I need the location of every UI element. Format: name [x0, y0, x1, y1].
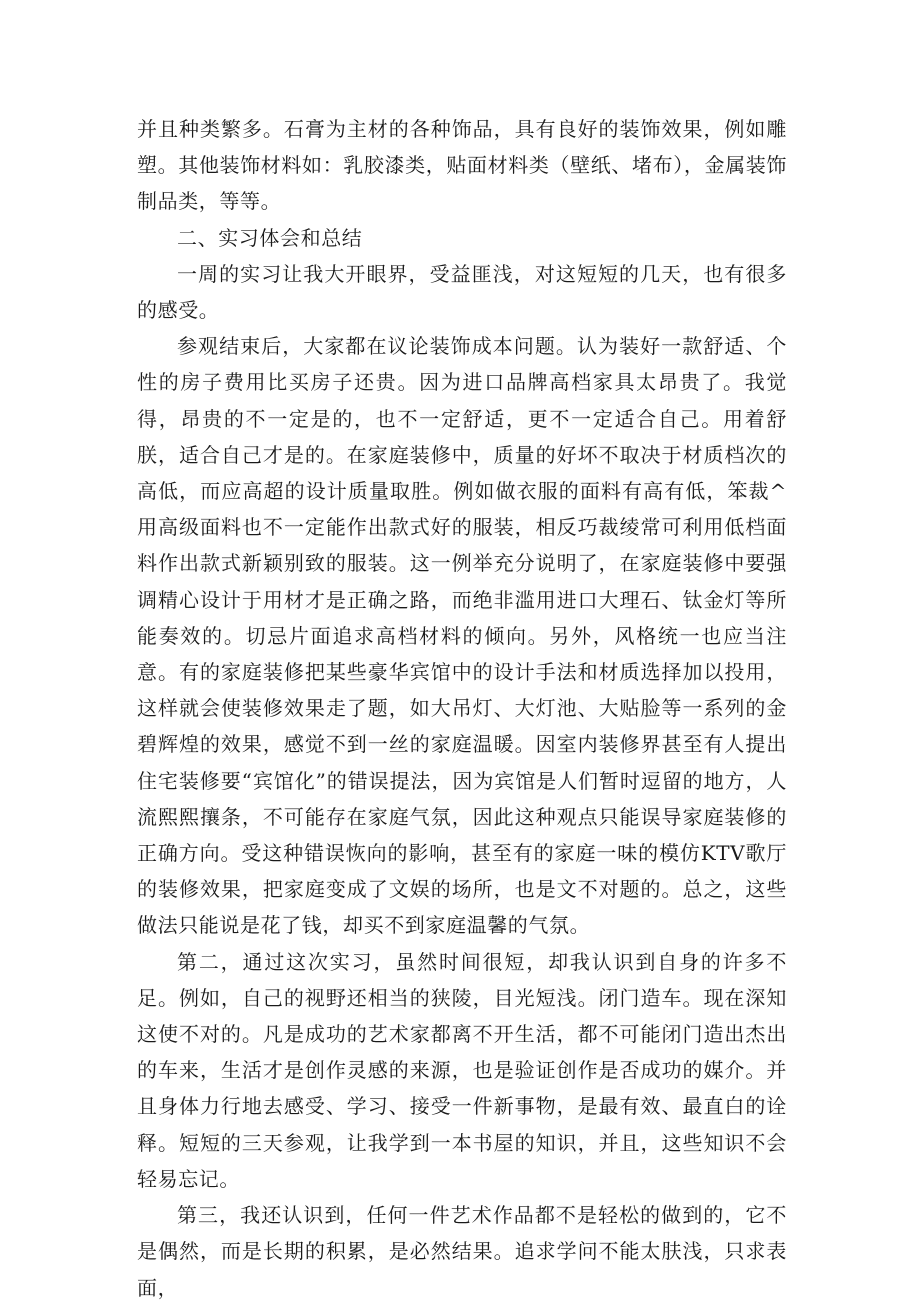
document-body — [137, 111, 787, 1306]
paragraph-decoration-cost: 参观结束后，大家都在议论装饰成本问题。认为装好一款舒适、个性的房子费用比买房子还贵。因为进口品牌高档家具太昂贵了。我觉得，昂贵的不一定是的，也不一定舒适，更不一定适合自己。用着舒朕，适合自己才是的。在家庭装修中，质量的好坏不取决于材质档次的高低，而应高超的设计质量取胜。例如做衣服的面料有高有低，笨裁^用高级面料也不一定能作出款式好的服装，相反巧裁绫常可利用低档面料作出款式新颖别致的服装。这一例举充分说明了，在家庭装修中要强调精心设计于用材才是正确之路，而绝非滥用进口大理石、钛金灯等所能奏效的。切忌片面追求高档材料的倾向。另外，风格统一也应当注意。有的家庭装修把某些豪华宾馆中的设计手法和材质选择加以投用，这样就会使装修效果走了题，如大吊灯、大灯池、大贴脸等一系列的金碧辉煌的效果，感觉不到一丝的家庭温暖。因室内装修界甚至有人提出住宅装修要“宾馆化”的错误提法，因为宾馆是人们暂时逗留的地方，人流熙熙攘条，不可能存在家庭气氛，因此这种观点只能误导家庭装修的正确方向。受这种错误恢向的影响，甚至有的家庭一味的模仿KTV歌厅的装修效果，把家庭变成了文娱的场所，也是文不对题的。总之，这些做法只能说是花了钱，却买不到家庭温馨的气氛。 — [137, 334, 787, 938]
paragraph-second-point: 第二，通过这次实习，虽然时间很短，却我认识到自身的许多不足。例如，自己的视野还相当的狭陵，目光短浅。闭门造车。现在深知这使不对的。凡是成功的艺术家都离不开生活，都不可能闭门造出杰出的车来，生活才是创作灵感的来源，也是验证创作是否成功的媒介。并且身体力行地去感受、学习、接受一件新事物，是最有效、最直白的诠释。短短的三天参观，让我学到一本书屋的知识，并且，这些知识不会轻易忘记。 — [137, 949, 787, 1191]
section-heading-internship-summary: 二、实习体会和总结 — [177, 225, 363, 250]
paragraph-third-point: 第三，我还认识到，任何一件艺术作品都不是轻松的做到的，它不是偶然，而是长期的积累，是必然结果。追求学问不能太肤浅，只求表面， — [137, 1203, 787, 1300]
paragraph-week-impressions: 一周的实习让我大开眼界，受益匪浅，对这短短的几天，也有很多的感受。 — [137, 261, 787, 323]
paragraph-materials-continuation: 并且种类繁多。石膏为主材的各种饰品，具有良好的装饰效果，例如雕塑。其他装饰材料如：乳胶漆类，贴面材料类（壁纸、堵布），金属装饰制品类，等等。 — [137, 117, 787, 214]
